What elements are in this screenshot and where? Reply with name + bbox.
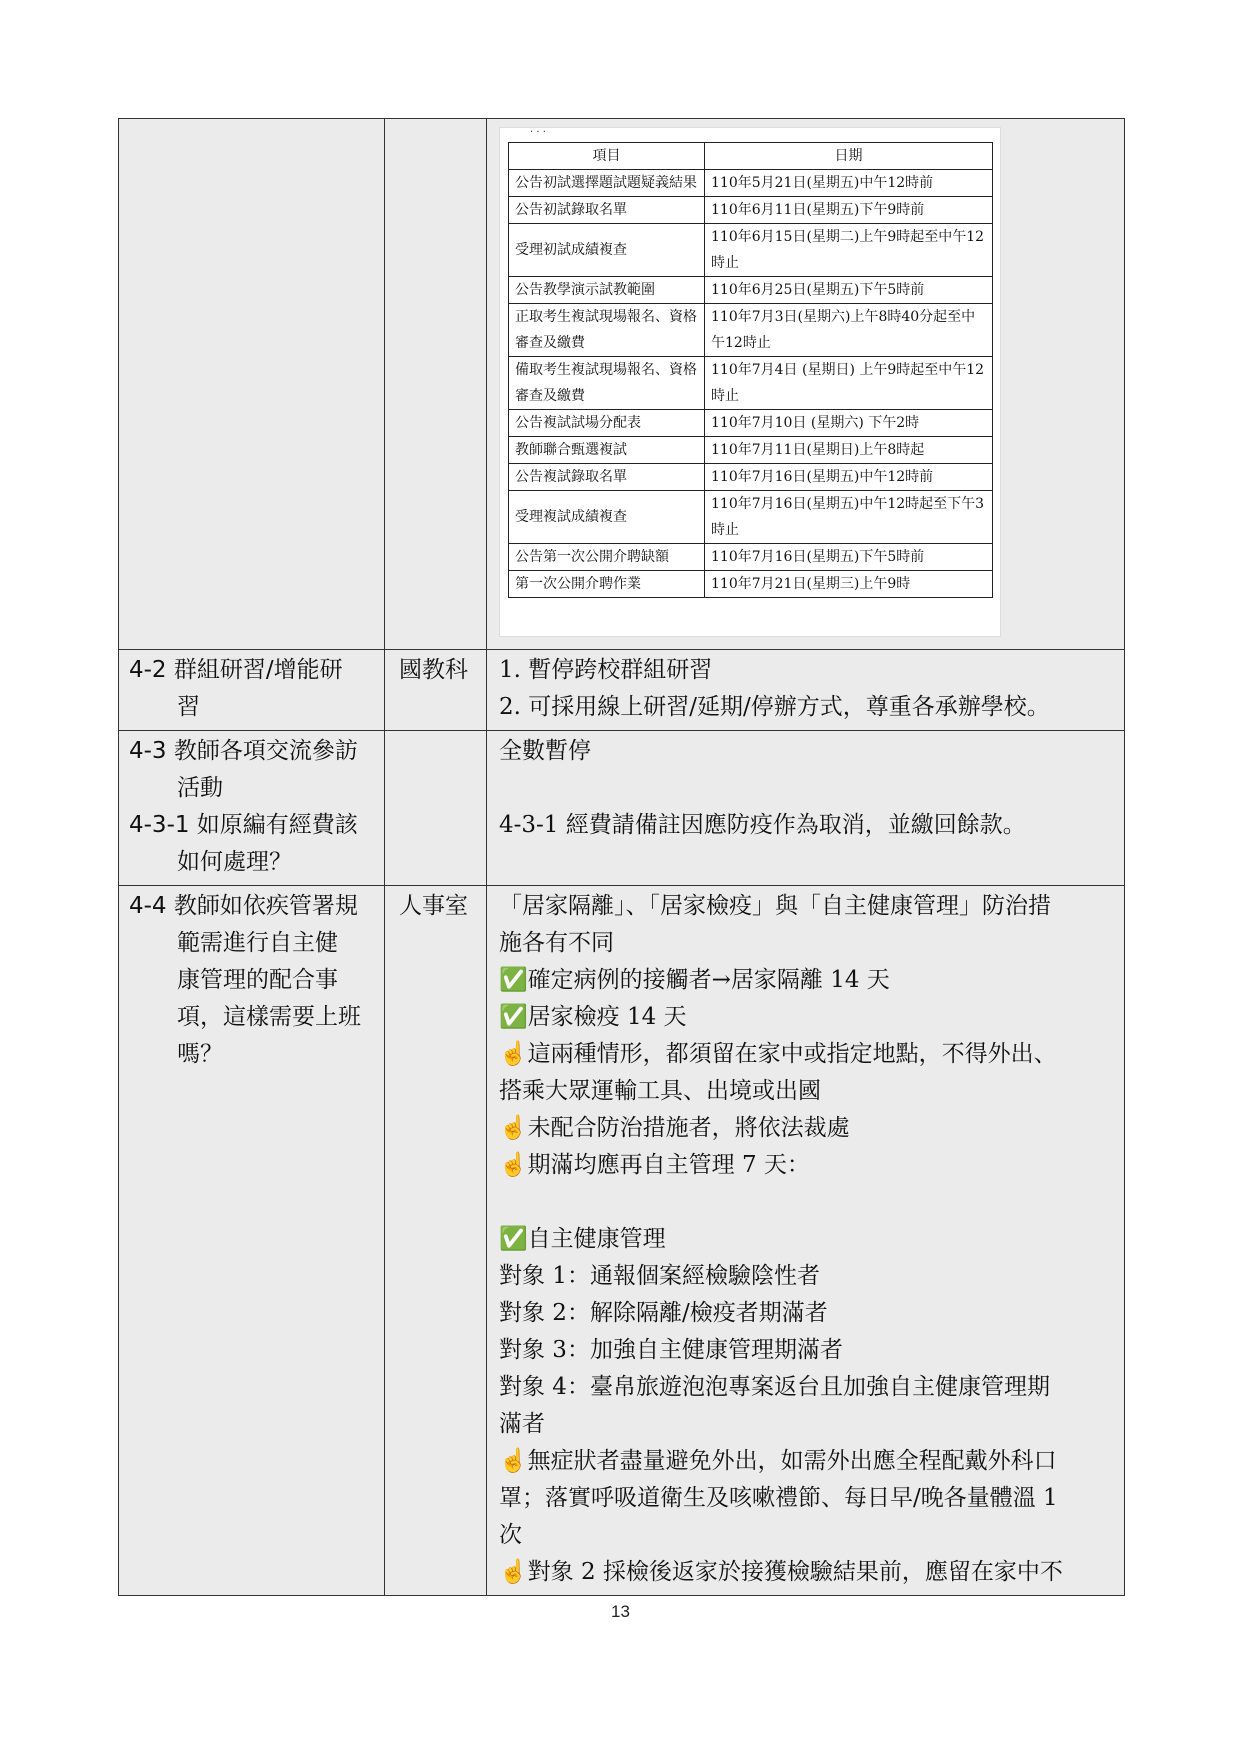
- schedule-item: 備取考生複試現場報名、資格審查及繳費: [509, 357, 705, 410]
- schedule-date: 110年7月16日(星期五)中午12時起至下午3時止: [705, 491, 993, 544]
- answer-line: ✅居家檢疫 14 天: [499, 1004, 687, 1030]
- question-text: 如何處理？: [177, 849, 292, 875]
- answer-line: [499, 1184, 1116, 1221]
- answer-line: ✅自主健康管理: [499, 1226, 666, 1252]
- unit-cell: [385, 650, 487, 731]
- schedule-date: 110年7月21日(星期三)上午9時: [705, 571, 993, 598]
- unit-text: 國教科: [399, 657, 468, 683]
- schedule-row: [509, 571, 993, 598]
- question-text: 範需進行自主健: [177, 930, 338, 956]
- unit-cell: [385, 731, 487, 886]
- schedule-header-item: 項目: [509, 143, 705, 170]
- cropped-text-fragment: · · ·: [530, 127, 546, 138]
- page-number: 13: [611, 1602, 630, 1621]
- answer-item: 1. 暫停跨校群組研習: [499, 657, 713, 683]
- question-cell: [119, 119, 385, 650]
- schedule-row: [509, 224, 993, 277]
- question-text: 4-4 教師如依疾管署規: [129, 893, 358, 919]
- answer-line: ☝這兩種情形，都須留在家中或指定地點，不得外出、: [499, 1041, 1057, 1067]
- answer-item: 2. 可採用線上研習/延期/停辦方式，尊重各承辦學校。: [499, 694, 1050, 720]
- schedule-date: 110年7月11日(星期日)上午8時起: [705, 437, 993, 464]
- answer-text: 全數暫停: [499, 738, 591, 764]
- schedule-row: [509, 491, 993, 544]
- schedule-item: 公告複試試場分配表: [509, 410, 705, 437]
- question-cell: [119, 886, 385, 1596]
- schedule-item: 教師聯合甄選複試: [509, 437, 705, 464]
- schedule-date: 110年7月16日(星期五)下午5時前: [705, 544, 993, 571]
- schedule-header-row: [509, 143, 993, 170]
- schedule-item: 受理初試成績複查: [509, 224, 705, 277]
- unit-text: [385, 731, 486, 737]
- question-text: 4-2 群組研習/增能研: [129, 657, 343, 683]
- schedule-date: 110年5月21日(星期五)中午12時前: [705, 170, 993, 197]
- answer-cell: [487, 119, 1125, 650]
- schedule-body: [509, 170, 993, 598]
- schedule-date: 110年6月25日(星期五)下午5時前: [705, 277, 993, 304]
- schedule-item: 受理複試成績複查: [509, 491, 705, 544]
- schedule-row: [509, 544, 993, 571]
- schedule-date: 110年7月3日(星期六)上午8時40分起至中午12時止: [705, 304, 993, 357]
- answer-line: 罩；落實呼吸道衛生及咳嗽禮節、每日早/晚各量體溫 1: [499, 1485, 1058, 1511]
- answer-line: 施各有不同: [499, 930, 614, 956]
- answer-line: 滿者: [499, 1411, 545, 1437]
- schedule-item: 公告第一次公開介聘缺額: [509, 544, 705, 571]
- answer-text: 4-3-1 經費請備註因應防疫作為取消，並繳回餘款。: [499, 812, 1026, 838]
- answer-line: 「居家隔離」、「居家檢疫」與「自主健康管理」防治措: [499, 893, 1051, 919]
- schedule-row: [509, 410, 993, 437]
- unit-cell: [385, 886, 487, 1596]
- schedule-row: [509, 357, 993, 410]
- schedule-item: 第一次公開介聘作業: [509, 571, 705, 598]
- answer-line: ✅確定病例的接觸者→居家隔離 14 天: [499, 967, 890, 993]
- schedule-row: [509, 197, 993, 224]
- schedule-row: [509, 170, 993, 197]
- schedule-item: 正取考生複試現場報名、資格審查及繳費: [509, 304, 705, 357]
- answer-cell: [487, 731, 1125, 886]
- answer-line: ☝未配合防治措施者，將依法裁處: [499, 1115, 850, 1141]
- answer-line: ☝對象 2 採檢後返家於接獲檢驗結果前，應留在家中不: [499, 1559, 1063, 1585]
- unit-text: 人事室: [399, 893, 468, 919]
- schedule-row: [509, 277, 993, 304]
- schedule-date: 110年7月4日 (星期日) 上午9時起至中午12時止: [705, 357, 993, 410]
- schedule-row: [509, 437, 993, 464]
- question-text: 項，這樣需要上班: [177, 1004, 361, 1030]
- answer-line: ☝期滿均應再自主管理 7 天：: [499, 1152, 810, 1178]
- schedule-date: 110年6月11日(星期五)下午9時前: [705, 197, 993, 224]
- main-table: [118, 118, 1125, 1596]
- answer-line: ☝無症狀者盡量避免外出，如需外出應全程配戴外科口: [499, 1448, 1057, 1474]
- table-row-4-2: [119, 650, 1125, 731]
- schedule-date: 110年6月15日(星期二)上午9時起至中午12時止: [705, 224, 993, 277]
- answer-cell: [487, 650, 1125, 731]
- question-cell: [119, 731, 385, 886]
- question-text: 活動: [177, 775, 223, 801]
- answer-line: 次: [499, 1522, 522, 1548]
- question-text: 4-3 教師各項交流參訪: [129, 738, 358, 764]
- schedule-item: 公告初試選擇題試題疑義結果: [509, 170, 705, 197]
- answer-line: 對象 1：通報個案經檢驗陰性者: [499, 1263, 820, 1289]
- schedule-item: 公告初試錄取名單: [509, 197, 705, 224]
- schedule-date: 110年7月16日(星期五)中午12時前: [705, 464, 993, 491]
- schedule-item: 公告複試錄取名單: [509, 464, 705, 491]
- answer-lines: [487, 886, 1124, 1595]
- unit-cell: [385, 119, 487, 650]
- question-text: 嗎？: [177, 1041, 223, 1067]
- question-text: 習: [177, 694, 200, 720]
- answer-cell: [487, 886, 1125, 1596]
- question-text: 康管理的配合事: [177, 967, 338, 993]
- answer-line: 對象 3：加強自主健康管理期滿者: [499, 1337, 843, 1363]
- answer-line: 搭乘大眾運輸工具、出境或出國: [499, 1078, 821, 1104]
- table-row-4-3: [119, 731, 1125, 886]
- table-row-4-4: [119, 886, 1125, 1596]
- schedule-table: [508, 142, 993, 598]
- answer-line: 對象 4：臺帛旅遊泡泡專案返台且加強自主健康管理期: [499, 1374, 1050, 1400]
- schedule-date: 110年7月10日 (星期六) 下午2時: [705, 410, 993, 437]
- question-cell: [119, 650, 385, 731]
- table-row-schedule: [119, 119, 1125, 650]
- schedule-header-date: 日期: [705, 143, 993, 170]
- answer-line: 對象 2：解除隔離/檢疫者期滿者: [499, 1300, 828, 1326]
- schedule-image: [499, 127, 1001, 637]
- schedule-row: [509, 464, 993, 491]
- schedule-item: 公告教學演示試教範圍: [509, 277, 705, 304]
- schedule-row: [509, 304, 993, 357]
- question-text: 4-3-1 如原編有經費該: [129, 812, 358, 838]
